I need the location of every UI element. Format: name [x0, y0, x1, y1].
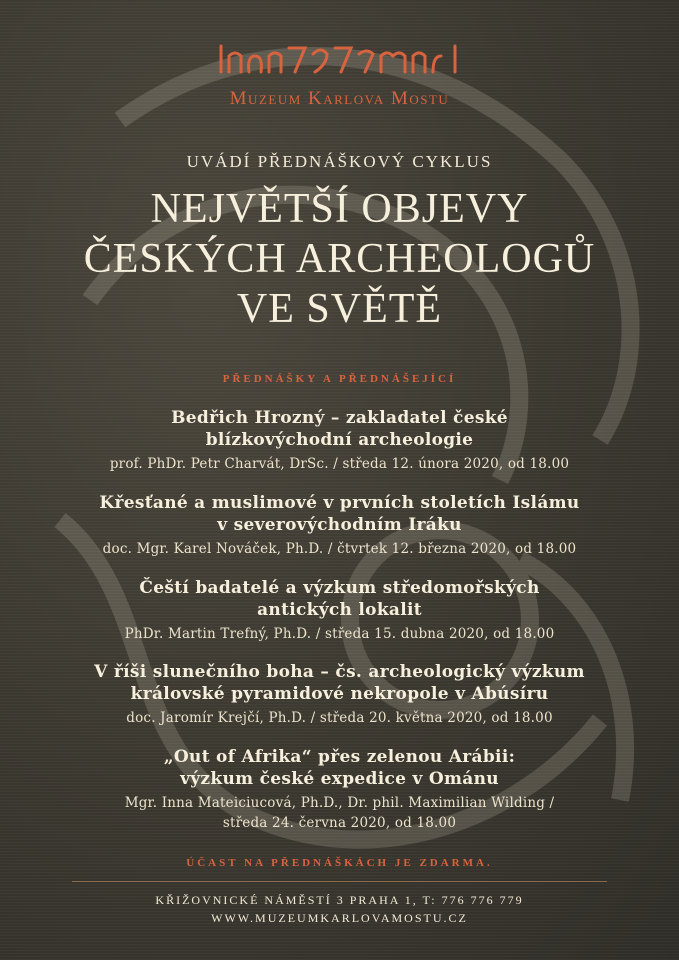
lecture-title: „Out of Afrika“ přes zelenou Arábii: [163, 747, 516, 767]
lecture-item-2 [0, 492, 679, 559]
intro-text: UVÁDÍ PŘEDNÁŠKOVÝ CYKLUS [186, 152, 493, 171]
section-label: PŘEDNÁŠKY A PŘEDNÁŠEJÍCÍ [222, 373, 457, 385]
footer-divider [72, 881, 607, 882]
lecture-title: Čeští badatelé a výzkum středomořských [139, 578, 540, 598]
museum-address: KŘIŽOVNICKÉ NÁMĚSTÍ 3 PRAHA 1, T: 776 776 779 [155, 893, 524, 907]
museum-name: Muzeum Karlova Mostu [229, 88, 450, 109]
website-link[interactable]: WWW.MUZEUMKARLOVAMOSTU.CZ [211, 911, 468, 925]
lecture-meta: PhDr. Martin Trefný, Ph.D. / středa 15. dubna 2020, od 18.00 [124, 626, 555, 642]
lecture-title: blízkovýchodní archeologie [205, 430, 474, 450]
lecture-title: V říši slunečního boha – čs. archeologický výzkum [94, 662, 585, 682]
lecture-title: v severovýchodním Iráku [217, 515, 462, 535]
lecture-title: Bedřich Hrozný – zakladatel české [171, 408, 508, 428]
title-line-3: VE SVĚTĚ [236, 286, 443, 332]
lecture-meta: středa 24. června 2020, od 18.00 [222, 815, 457, 831]
cycle-title [0, 184, 679, 334]
lecture-item-4 [0, 661, 679, 728]
logo-glyph-icon [215, 42, 465, 78]
lecture-meta: doc. Mgr. Karel Nováček, Ph.D. / čtvrtek 12. března 2020, od 18.00 [102, 541, 577, 557]
lecture-meta: prof. PhDr. Petr Charvát, DrSc. / středa 12. února 2020, od 18.00 [109, 456, 570, 472]
lecture-title: výzkum české expedice v Ománu [180, 769, 499, 789]
lecture-title: Křesťané a muslimové v prvních stoletích Islámu [99, 493, 580, 513]
free-entry-note: ÚČAST NA PŘEDNÁŠKÁCH JE ZDARMA. [186, 857, 493, 869]
lecture-title: antických lokalit [257, 600, 422, 620]
lecture-meta: Mgr. Inna Mateiciucová, Ph.D., Dr. phil. Maximilian Wilding / [124, 795, 555, 811]
lecture-title: královské pyramidové nekropole v Abúsíru [130, 684, 549, 704]
title-line-1: NEJVĚTŠÍ OBJEVY [150, 186, 529, 232]
lecture-item-1 [0, 407, 679, 474]
lecture-item-3 [0, 577, 679, 644]
lecture-meta: doc. Jaromír Krejčí, Ph.D. / středa 20. května 2020, od 18.00 [126, 710, 553, 726]
lecture-item-5 [0, 746, 679, 833]
museum-logo [0, 42, 679, 78]
title-line-2: ČESKÝCH ARCHEOLOGŮ [83, 236, 596, 282]
